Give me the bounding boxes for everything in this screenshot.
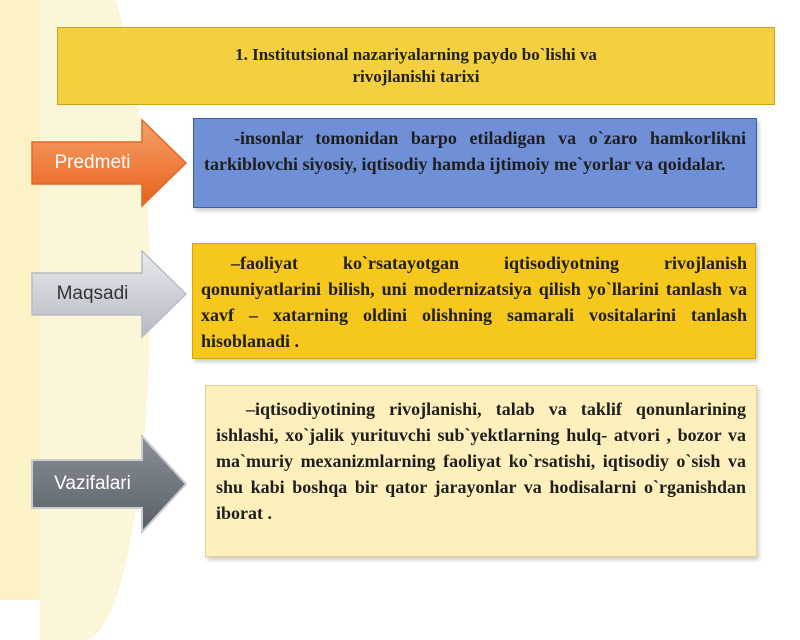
arrow-label-vazifalari: Vazifalari [54, 473, 131, 494]
arrow-predmeti [30, 118, 188, 208]
maqsadi-text: –faoliyat ko`rsatayotgan iqtisodiyotning rivojlanish qonuniyatlarini bilish, uni modernizatsiya qilish yo`llarini tanlash va xavf – xatarning oldini olishning samarali vositalarini tanlash hisoblanadi . [201, 253, 747, 351]
predmeti-description-box [193, 118, 757, 208]
predmeti-text: -insonlar tomonidan barpo etiladigan va o`zaro hamkorlikni tarkiblovchi siyosiy, iqtisodiy hamda ijtimoiy me`yorlar va qoidalar. [204, 128, 746, 174]
slide-title [57, 27, 775, 105]
vazifalari-text: –iqtisodiyotining rivojlanishi, talab va taklif qonunlarining ishlashi, xo`jalik yurituvchi sub`yektlarning hulq- atvori , bozor va ma`muriy mexanizmlarning faoliyat ko`rsatishi, iqtisodiy o`sish va shu kabi boshqa bir qator jarayonlar va hodisalarni o`rganishdan iborat . [216, 399, 746, 523]
arrow-vazifalari [30, 434, 188, 534]
maqsadi-description-box [192, 243, 756, 359]
vazifalari-description-box [205, 385, 757, 557]
arrow-label-maqsadi: Maqsadi [56, 283, 129, 304]
title-line-2: rivojlanishi tarixi [352, 67, 480, 86]
title-line-1: 1. Institutsional nazariyalarning paydo bo`lishi va [235, 45, 597, 64]
arrow-maqsadi [30, 249, 188, 339]
arrow-label-predmeti: Predmeti [54, 152, 131, 173]
